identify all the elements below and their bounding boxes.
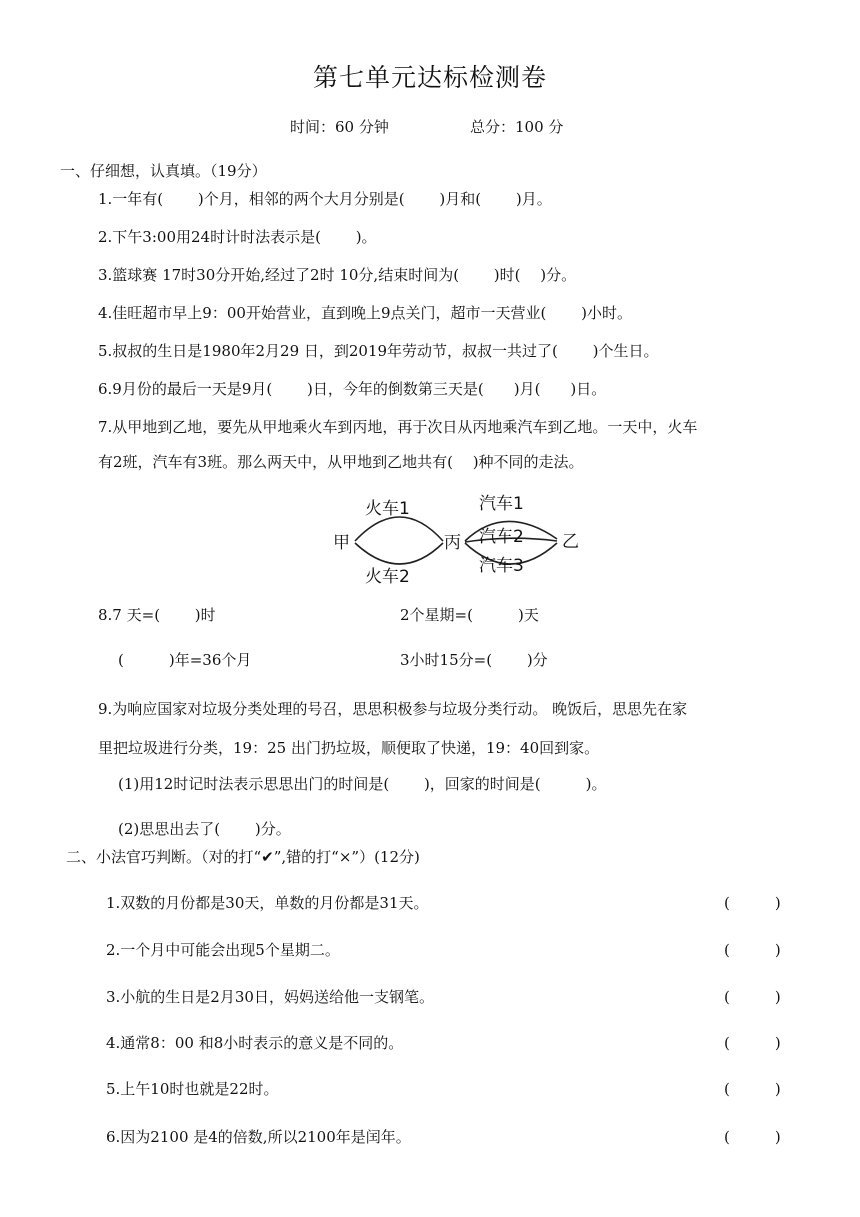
question-6: 6.9月份的最后一天是9月( )日，今年的倒数第三天是( )月( )日。 [98,380,607,398]
judge-answer-1[interactable]: ( ) [724,894,781,912]
question-3: 3.篮球赛 17时30分开始,经过了2时 10分,结束时间为( )时( )分。 [98,266,577,284]
question-9-line1: 9.为响应国家对垃圾分类处理的号召，思思积极参与垃圾分类行动。 晚饭后，思思先在家 [98,700,688,718]
question-8c: ( )年=36个月 [118,651,252,669]
label-bus3: 汽车3 [479,556,524,576]
label-train1: 火车1 [365,499,410,519]
judge-item-4: 4.通常8：00 和8小时表示的意义是不同的。 [106,1034,404,1052]
judge-item-6: 6.因为2100 是4的倍数,所以2100年是闰年。 [106,1128,411,1146]
question-8a: 8.7 天=( )时 [98,606,216,624]
judge-item-5: 5.上午10时也就是22时。 [106,1080,279,1098]
question-2: 2.下午3:00用24时计时法表示是( )。 [98,228,377,246]
judge-answer-5[interactable]: ( ) [724,1080,781,1098]
question-7-line1: 7.从甲地到乙地，要先从甲地乘火车到丙地，再于次日从丙地乘汽车到乙地。一天中，火车 [98,418,698,436]
question-1: 1.一年有( )个月，相邻的两个大月分别是( )月和( )月。 [98,190,552,208]
judge-answer-6[interactable]: ( ) [724,1128,781,1146]
label-bus2: 汽车2 [479,527,524,547]
train1-route [355,517,443,541]
label-bus1: 汽车1 [479,494,524,514]
section1-heading: 一、仔细想，认真填。（19分） [60,162,267,180]
place-jia: 甲 [333,533,350,553]
question-7-line2: 有2班，汽车有3班。那么两天中，从甲地到乙地共有( )种不同的走法。 [98,453,584,471]
place-bing: 丙 [444,533,461,553]
judge-item-2: 2.一个月中可能会出现5个星期二。 [106,941,340,959]
question-4: 4.佳旺超市早上9：00开始营业，直到晚上9点关门，超市一天营业( )小时。 [98,304,632,322]
judge-item-3: 3.小航的生日是2月30日，妈妈送给他一支钢笔。 [106,988,434,1006]
question-9-line2: 里把垃圾进行分类，19：25 出门扔垃圾，顺便取了快递，19：40回到家。 [98,739,600,757]
question-9-sub2: (2)思思出去了( )分。 [118,820,291,838]
question-9-sub1: (1)用12时记时法表示思思出门的时间是( )，回家的时间是( )。 [118,775,607,793]
judge-item-1: 1.双数的月份都是30天，单数的月份都是31天。 [106,894,429,912]
judge-answer-2[interactable]: ( ) [724,941,781,959]
train2-route [355,543,443,564]
page-title: 第七单元达标检测卷 [312,63,547,92]
judge-answer-4[interactable]: ( ) [724,1034,781,1052]
section2-heading: 二、小法官巧判断。（对的打“✔”,错的打“×”）(12分) [66,848,420,866]
route-diagram [325,485,590,590]
question-5: 5.叔叔的生日是1980年2月29 日，到2019年劳动节，叔叔一共过了( )个生日。 [98,342,659,360]
judge-answer-3[interactable]: ( ) [724,988,781,1006]
exam-total-score: 总分：100 分 [470,118,564,136]
exam-time: 时间：60 分钟 [290,118,389,136]
label-train2: 火车2 [365,567,410,587]
question-8b: 2个星期=( )天 [400,606,539,624]
place-yi: 乙 [562,532,579,552]
question-8d: 3小时15分=( )分 [400,651,548,669]
